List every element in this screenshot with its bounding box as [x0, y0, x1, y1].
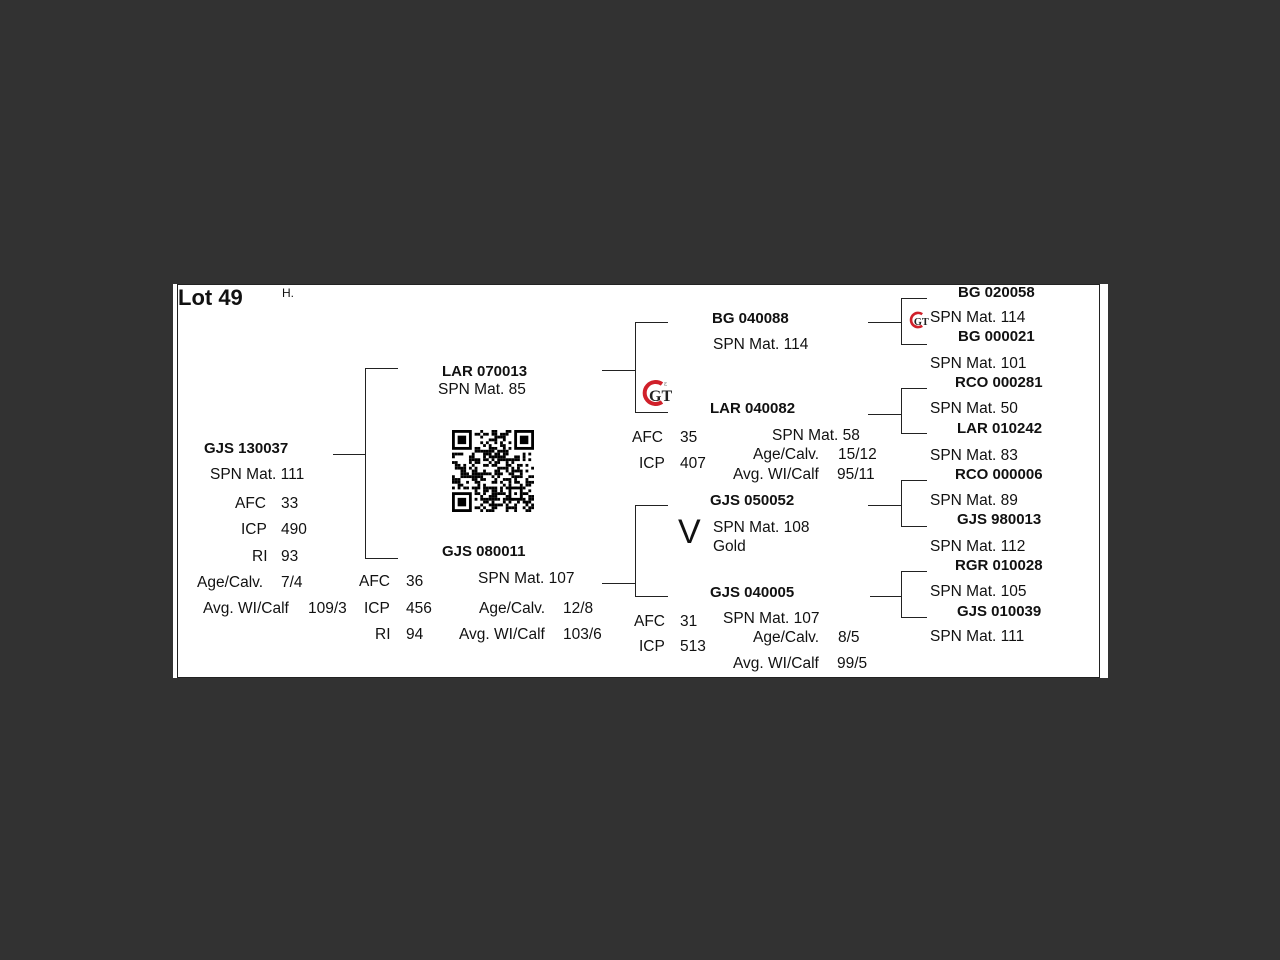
sire-dam-avgwi-value: 95/11 [837, 466, 875, 483]
connector-ggp-3-vertical [901, 480, 902, 526]
sire-id: LAR 070013 [442, 363, 528, 380]
connector-ggp-4-vertical [901, 571, 902, 617]
ggp-1-spn: SPN Mat. 114 [930, 309, 1026, 326]
dam-icp-label: ICP [364, 600, 390, 617]
sire-dam-afc-label: AFC [632, 429, 663, 446]
ggp-4-id: LAR 010242 [957, 420, 1043, 437]
dam-dam-agecalv-value: 8/5 [838, 629, 860, 646]
sire-dam-icp-value: 407 [680, 455, 706, 472]
connector-parents-vertical [365, 368, 366, 558]
sire-sire-spn: SPN Mat. 114 [713, 336, 809, 353]
svg-text:GT: GT [913, 317, 929, 329]
sire-dam-agecalv-value: 15/12 [838, 446, 877, 463]
connector-ggp-2-vertical [901, 388, 902, 433]
sire-dam-id: LAR 040082 [710, 400, 796, 417]
animal-spn: SPN Mat. 111 [210, 466, 305, 483]
qr-code [452, 430, 534, 512]
dam-avgwi-value: 103/6 [563, 626, 602, 643]
dam-ri-value: 94 [406, 626, 424, 643]
dam-ri-label: RI [375, 626, 391, 643]
connector-sire-out [602, 370, 635, 371]
lot-marker: H. [282, 286, 294, 300]
connector-dam-dam [635, 596, 668, 597]
connector-ggp-2b [901, 433, 927, 434]
connector-ggp-3-out [868, 505, 901, 506]
dam-afc-value: 36 [406, 573, 424, 590]
dam-agecalv-value: 12/8 [563, 600, 594, 617]
dam-icp-value: 456 [406, 600, 432, 617]
svg-text:GT: GT [649, 388, 673, 405]
ggp-7-spn: SPN Mat. 105 [930, 583, 1027, 600]
connector-ggp-2a [901, 388, 927, 389]
dam-dam-avgwi-label: Avg. WI/Calf [733, 655, 819, 672]
animal-avgwi-label: Avg. WI/Calf [203, 600, 289, 617]
ggp-8-spn: SPN Mat. 111 [930, 628, 1025, 645]
connector-sire-sire [635, 322, 668, 323]
animal-afc-label: AFC [235, 495, 266, 512]
ggp-3-id: RCO 000281 [955, 374, 1043, 391]
dam-dam-id: GJS 040005 [710, 584, 795, 601]
dam-dam-afc-label: AFC [634, 613, 665, 630]
ggp-5-spn: SPN Mat. 89 [930, 492, 1018, 509]
animal-agecalv-label: Age/Calv. [197, 574, 264, 591]
connector-ggp-1-vertical [901, 298, 902, 344]
dam-id: GJS 080011 [442, 543, 526, 560]
pedigree-card [173, 284, 1108, 678]
connector-sire-vertical [635, 322, 636, 412]
animal-id: GJS 130037 [204, 440, 289, 457]
connector-dam-out [602, 583, 635, 584]
animal-ri-value: 93 [281, 548, 299, 565]
animal-ri-label: RI [252, 548, 268, 565]
connector-ggp-3a [901, 480, 927, 481]
ggp-7-id: RGR 010028 [955, 557, 1043, 574]
connector-ggp-4a [901, 571, 927, 572]
connector-ggp-1-out [868, 322, 901, 323]
dam-dam-spn: SPN Mat. 107 [723, 610, 820, 627]
ggp-3-spn: SPN Mat. 50 [930, 400, 1018, 417]
connector-sire [365, 368, 398, 369]
connector-ggp-1b [901, 344, 927, 345]
sire-spn: SPN Mat. 85 [438, 381, 526, 398]
sire-sire-id: BG 040088 [712, 310, 789, 327]
dam-dam-icp-label: ICP [639, 638, 665, 655]
connector-animal [333, 454, 365, 455]
dam-sire-spn: SPN Mat. 108 [713, 519, 810, 536]
dam-spn: SPN Mat. 107 [478, 570, 575, 587]
connector-dam-vertical [635, 505, 636, 596]
ggp-2-spn: SPN Mat. 101 [930, 355, 1027, 372]
connector-sire-dam [635, 412, 668, 413]
animal-icp-value: 490 [281, 521, 307, 538]
sire-dam-agecalv-label: Age/Calv. [753, 446, 820, 463]
sire-dam-icp-label: ICP [639, 455, 665, 472]
ggp-5-id: RCO 000006 [955, 466, 1043, 483]
animal-icp-label: ICP [241, 521, 267, 538]
ggp-6-spn: SPN Mat. 112 [930, 538, 1026, 555]
animal-afc-value: 33 [281, 495, 299, 512]
ggp-2-id: BG 000021 [958, 328, 1035, 345]
dam-dam-afc-value: 31 [680, 613, 698, 630]
connector-ggp-1a [901, 298, 927, 299]
connector-ggp-3b [901, 526, 927, 527]
dam-sire-mark: V [678, 513, 701, 551]
ggp-1-id: BG 020058 [958, 284, 1035, 301]
ggp-8-id: GJS 010039 [957, 603, 1042, 620]
connector-ggp-4b [901, 617, 927, 618]
gt-logo-small-icon [908, 309, 930, 331]
connector-dam-sire [635, 505, 668, 506]
ggp-6-id: GJS 980013 [957, 511, 1042, 528]
connector-dam [365, 558, 398, 559]
connector-ggp-4-out [870, 596, 901, 597]
svg-text:ε: ε [664, 381, 668, 388]
dam-sire-id: GJS 050052 [710, 492, 795, 509]
dam-sire-extra: Gold [713, 538, 746, 555]
ggp-4-spn: SPN Mat. 83 [930, 447, 1018, 464]
gt-logo-icon [640, 376, 674, 410]
dam-afc-label: AFC [359, 573, 390, 590]
animal-agecalv-value: 7/4 [281, 574, 303, 591]
dam-dam-avgwi-value: 99/5 [837, 655, 868, 672]
dam-dam-agecalv-label: Age/Calv. [753, 629, 820, 646]
animal-avgwi-value: 109/3 [308, 600, 347, 617]
sire-dam-avgwi-label: Avg. WI/Calf [733, 466, 819, 483]
dam-agecalv-label: Age/Calv. [479, 600, 546, 617]
connector-ggp-2-out [868, 414, 901, 415]
sire-dam-afc-value: 35 [680, 429, 698, 446]
dam-dam-icp-value: 513 [680, 638, 706, 655]
lot-title: Lot 49 [178, 285, 243, 310]
dam-avgwi-label: Avg. WI/Calf [459, 626, 545, 643]
sire-dam-spn: SPN Mat. 58 [772, 427, 860, 444]
